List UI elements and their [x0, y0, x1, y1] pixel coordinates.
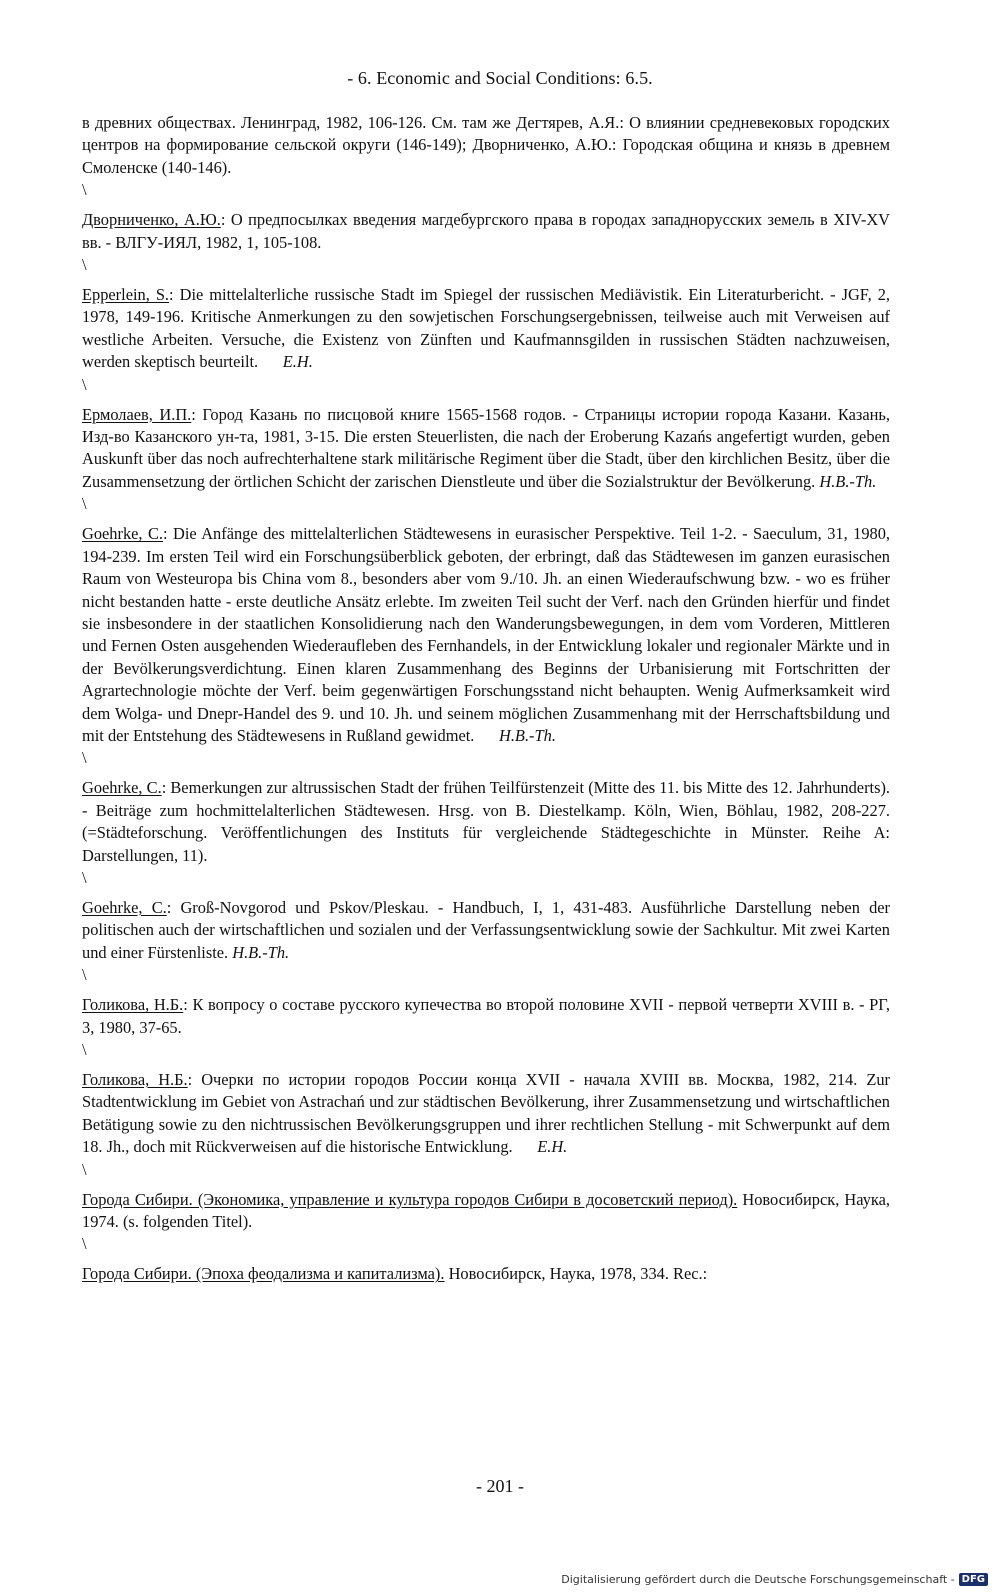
- entry-reviewer: E.H.: [537, 1137, 568, 1157]
- entry-text: Новосибирск, Наука, 1978, 334. Rec.:: [444, 1264, 708, 1284]
- bibliography-entry: [82, 112, 890, 179]
- entry-text: : О предпосылках введения магдебургского права в городах западнорусских земель в XIV-XV вв. - ВЛГУ-ИЯЛ, 1982, 1, 105-108.: [82, 210, 891, 252]
- entry-separator: \: [82, 1234, 87, 1254]
- digitization-footer: [561, 1573, 988, 1586]
- bibliography-entry: [82, 284, 890, 374]
- footer-text: Digitalisierung gefördert durch die Deutsche Forschungsgemeinschaft -: [561, 1573, 955, 1586]
- entry-text: Новосибирск, Наука, 1974. (s. folgenden Titel).: [82, 1189, 890, 1232]
- entry-text: : Bemerkungen zur altrussischen Stadt der frühen Teilfürstenzeit (Mitte des 11. bis Mitte des 12. Jahrhunderts). - Beiträge zum hochmittelalterlichen Städtewesen. Hrsg. von B. Diestelkamp. Köln, Wien, Böhlau, 1982, 208-227. (=Städteforschung. Veröffentlichungen des Instituts für vergleichende Städtegeschichte in Münster. Reihe A: Darstellungen, 11).: [82, 778, 891, 865]
- entry-author: Города Сибири. (Экономика, управление и культура городов Сибири в досоветский период).: [82, 1189, 738, 1209]
- bibliography-entry: [82, 404, 890, 494]
- entry-reviewer: H.B.-Th.: [499, 725, 556, 745]
- entry-text: : К вопросу о составе русского купечества во второй половине XVII - первой четверти XVIII в. - РГ, 3, 1980, 37-65.: [82, 995, 890, 1037]
- entry-author: Города Сибири. (Эпоха феодализма и капитализма).: [82, 1264, 445, 1284]
- running-header: - 6. Economic and Social Conditions: 6.5.: [347, 68, 653, 88]
- bibliography-entry: [82, 523, 890, 747]
- entry-reviewer: H.B.-Th.: [819, 471, 877, 491]
- entry-text: : Groß-Novgorod und Pskov/Pleskau. - Handbuch, I, 1, 431-483. Ausführliche Darstellung neben der politischen auch der wirtschaftlichen und sozialen und der Verfassungsentwicklung sowie der Sachkultur. Mit zwei Karten und einer Fürstenliste.: [82, 897, 890, 962]
- entry-text: : Die mittelalterliche russische Stadt im Spiegel der russischen Mediävistik. Ein Literaturbericht. - JGF, 2, 1978, 149-196. Kritische Anmerkungen zu den sowjetischen Forschungsergebnissen, teilweise auch mit Verweisen auf westliche Arbeiten. Versuche, die Existenz von Zünften und Kaufmannsgilden in russischen Städten nachzuweisen, werden skeptisch beurteilt.: [82, 285, 891, 372]
- bibliography-entry: [82, 994, 890, 1039]
- bibliography-entry: [82, 777, 890, 867]
- entry-author: Голикова, Н.Б.: [82, 995, 184, 1015]
- entry-reviewer: H.B.-Th.: [232, 942, 290, 962]
- bibliography-list: [82, 112, 890, 1286]
- bibliography-entry: [82, 1263, 890, 1285]
- entry-separator: \: [82, 748, 87, 768]
- bibliography-entry: [82, 1069, 890, 1159]
- entry-author: Дворниченко, А.Ю.: [82, 210, 221, 230]
- entry-author: Goehrke, C.: [82, 897, 167, 917]
- entry-author: Ермолаев, И.П.: [82, 404, 192, 424]
- entry-reviewer: E.H.: [282, 352, 313, 372]
- bibliography-entry: [82, 1189, 890, 1234]
- entry-separator: \: [82, 374, 87, 394]
- entry-author: Epperlein, S.: [82, 285, 170, 305]
- entry-separator: \: [82, 1159, 87, 1179]
- entry-author: Goehrke, C.: [82, 524, 164, 544]
- entry-text: : Очерки по истории городов России конца XVII - начала XVIII вв. Москва, 1982, 214. Zur Stadtentwicklung im Gebiet von Astrachań und zur städtischen Bevölkerung, ihrer Zusammensetzung und wirtschaftlichen Betätigung sowie zu den nichtrussischen Bevölkerungsgruppen und ihrer rechtlichen Stellung - mit Schwerpunkt auf dem 18. Jh., doch mit Rückverweisen auf die historische Entwicklung.: [82, 1070, 890, 1157]
- entry-text: в древних обществах. Ленинград, 1982, 106-126. См. там же Дегтярев, А.Я.: О влиянии средневековых городских центров на формирование сельской округи (146-149); Дворниченко, А.Ю.: Городская община и князь в древнем Смоленске (140-146).: [82, 113, 890, 177]
- bibliography-entry: [82, 209, 890, 254]
- entry-text: : Die Anfänge des mittelalterlichen Städtewesens in eurasischer Perspektive. Teil 1-2. - Saeculum, 31, 1980, 194-239. Im ersten Teil wird ein Forschungsüberblick geboten, der erbringt, daß das Städtewesen im ganzen eurasischen Raum von Westeuropa bis China vom 8., besonders aber vom 9./10. Jh. an einen Wiederaufschwung bzw. - wo es früher nicht bestanden hatte - erste deutliche Ansätz erlebte. Im zweiten Teil sucht der Verf. nach den Gründen hierfür und findet sie insbesondere in der staatlichen Konsolidierung nach den Wanderungsbewegungen, in dem vom Vorderen, Mittleren und Fernen Osten ausgehenden Wiederaufleben des Fernhandels, in der Entwicklung lokaler und regionaler Märkte und in der Bevölkerungsverdichtung. Einen klaren Zusammenhang des Beginns der Urbanisierung mit Fortschritten der Agrartechnologie möchte der Verf. beim gegenwärtigen Forschungsstand nicht behaupten. Wenig Aufmerksamkeit wird dem Wolga- und Dnepr-Handel des 9. und 10. Jh. und seinem möglichen Zusammenhang mit der Herrschaftsbildung und mit der Entstehung des Städtewesens in Rußland gewidmet.: [82, 524, 891, 745]
- entry-separator: \: [82, 180, 87, 200]
- entry-separator: \: [82, 255, 87, 275]
- page-number: - 201 -: [476, 1476, 524, 1496]
- entry-author: Goehrke, C.: [82, 778, 162, 798]
- entry-text: : Город Казань по писцовой книге 1565-1568 годов. - Страницы истории города Казани. Казань, Изд-во Казанского ун-та, 1981, 3-15. Die ersten Steuerlisten, die nach der Eroberung Kazańs angefertigt wurden, geben Auskunft über das noch aufrechterhaltene stark militärische Regiment über die Stadt, über den kirchlichen Besitz, über die Zusammensetzung der örtlichen Schicht der zarischen Dienstleute und über die Sozialstruktur der Bevölkerung.: [82, 404, 890, 491]
- entry-separator: \: [82, 867, 87, 887]
- entry-separator: \: [82, 1040, 87, 1059]
- dfg-logo-icon: DFG: [959, 1573, 988, 1586]
- entry-separator: \: [82, 965, 87, 985]
- entry-separator: \: [82, 494, 87, 514]
- entry-author: Голикова, Н.Б.: [82, 1070, 188, 1089]
- bibliography-entry: [82, 897, 890, 964]
